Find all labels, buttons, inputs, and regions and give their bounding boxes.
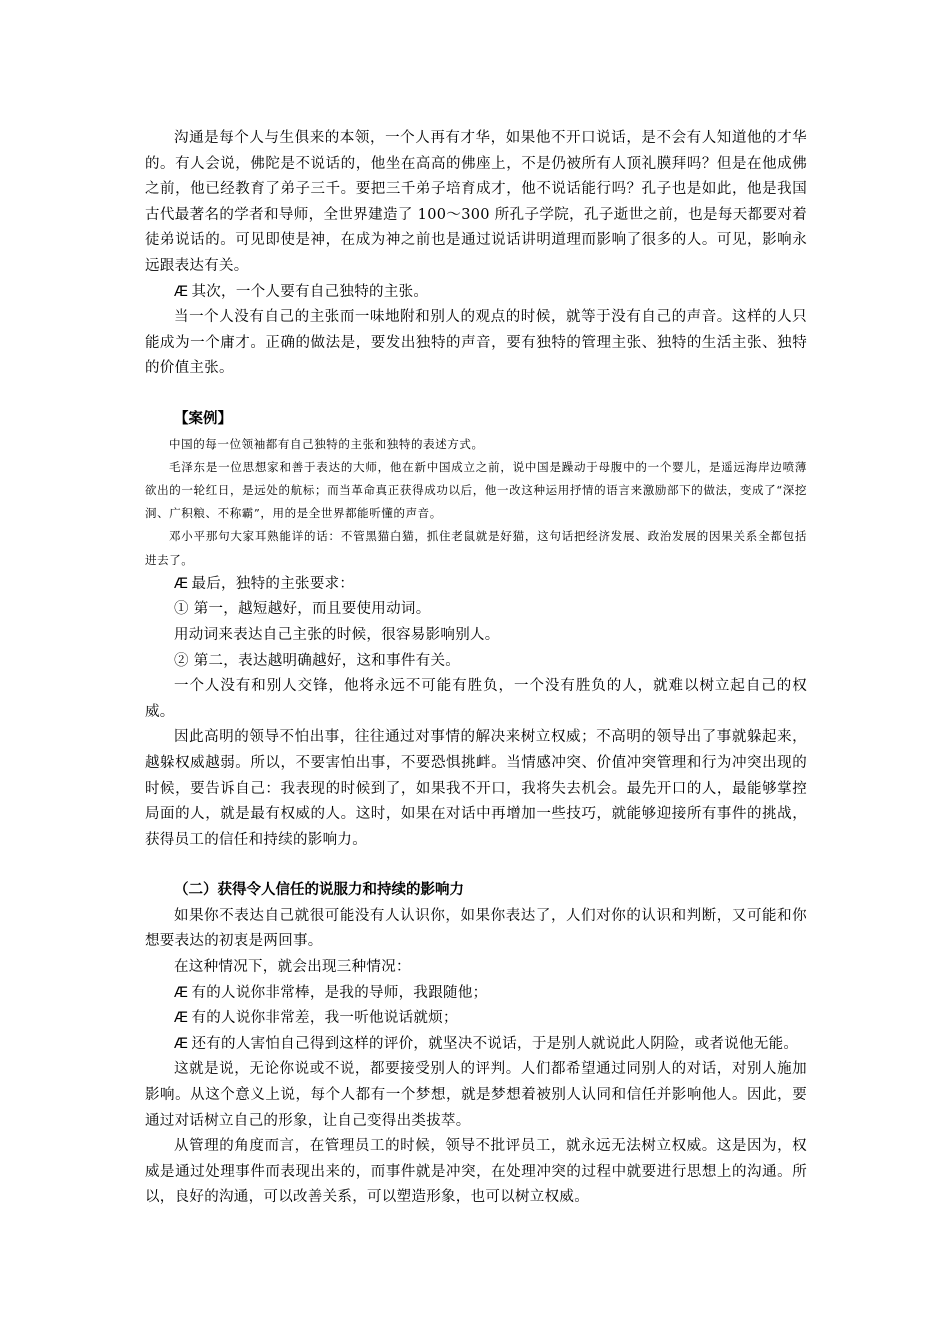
paragraph-second: 当一个人没有自己的主张而一味地附和别人的观点的时候，就等于没有自己的声音。这样的人只能成为一个庸才。正确的做法是，要发出独特的声音，要有独特的管理主张、独特的生活主张、独特的价值主张。 xyxy=(145,309,807,377)
case-title: 【案例】 xyxy=(174,410,232,427)
point-second: Æ 其次，一个人要有自己独特的主张。 xyxy=(174,283,429,300)
first-requirement-text: 用动词来表达自己主张的时候，很容易影响别人。 xyxy=(174,626,500,643)
case-item: Æ 有的人说你非常差，我一听他说话就烦； xyxy=(174,1010,458,1027)
case-line: 毛泽东是一位思想家和善于表达的大师，他在新中国成立之前，说中国是躁动于母腹中的一个婴儿，是遥远海岸边喷薄欲出的一轮红日，是远处的航标；而当革命真正获得成功以后，他一改这种运用抒情的语言来激励部下的做法，变成了“深挖洞、广积粮、不称霸”，用的是全世界都能听懂的声音。 xyxy=(145,459,807,521)
paragraph-c: 如果你不表达自己就很可能没有人认识你，如果你表达了，人们对你的认识和判断，又可能和你想要表达的初衷是两回事。 xyxy=(145,907,807,950)
case-line: 邓小平那句大家耳熟能详的话：不管黑猫白猫，抓住老鼠就是好猫，这句话把经济发展、政治发展的因果关系全都包括进去了。 xyxy=(145,529,807,567)
case-line: 中国的每一位领袖都有自己独特的主张和独特的表述方式。 xyxy=(169,436,484,451)
paragraph-d: 在这种情况下，就会出现三种情况： xyxy=(174,959,411,976)
bullet-icon: Æ xyxy=(174,1035,189,1052)
section-heading: （二）获得令人信任的说服力和持续的影响力 xyxy=(174,882,464,899)
second-requirement: ② 第二，表达越明确越好，这和事件有关。 xyxy=(174,652,461,669)
bullet-icon: Æ xyxy=(174,283,189,300)
paragraph-b: 因此高明的领导不怕出事，往往通过对事情的解决来树立权威；不高明的领导出了事就躲起来，越躲权威越弱。所以，不要害怕出事，不要恐惧挑衅。当情感冲突、价值冲突管理和行为冲突出现的时候，要告诉自己：我表现的时候到了，如果我不开口，我将失去机会。最先开口的人，最能够掌控局面的人，就是最有权威的人。这时，如果在对话中再增加一些技巧，就能够迎接所有事件的挑战，获得员工的信任和持续的影响力。 xyxy=(145,729,807,848)
paragraph-a: 一个人没有和别人交锋，他将永远不可能有胜负，一个没有胜负的人，就难以树立起自己的权威。 xyxy=(145,678,807,720)
bullet-icon: Æ xyxy=(174,984,189,1001)
paragraph-e: 这就是说，无论你说或不说，都要接受别人的评判。人们都希望通过同别人的对话，对别人施加影响。从这个意义上说，每个人都有一个梦想，就是梦想着被别人认同和信任并影响他人。因此，要通过对话树立自己的形象，让自己变得出类拔萃。 xyxy=(145,1061,807,1129)
first-requirement: ① 第一，越短越好，而且要使用动词。 xyxy=(174,601,431,618)
point-last: Æ 最后，独特的主张要求： xyxy=(174,575,355,592)
paragraph-f: 从管理的角度而言，在管理员工的时候，领导不批评员工，就永远无法树立权威。这是因为，权威是通过处理事件而表现出来的，而事件就是冲突，在处理冲突的过程中就要进行思想上的沟通。所以，良好的沟通，可以改善关系，可以塑造形象，也可以树立权威。 xyxy=(145,1138,807,1206)
bullet-icon: Æ xyxy=(174,575,189,592)
case-item: Æ 还有的人害怕自己得到这样的评价，就坚决不说话，于是别人就说此人阴险，或者说他无能。 xyxy=(174,1035,799,1052)
document-page xyxy=(145,126,807,1211)
case-item: Æ 有的人说你非常棒，是我的导师，我跟随他； xyxy=(174,984,488,1001)
paragraph-intro: 沟通是每个人与生俱来的本领，一个人再有才华，如果他不开口说话，是不会有人知道他的才华的。有人会说，佛陀是不说话的，他坐在高高的佛座上，不是仍被所有人顶礼膜拜吗？但是在他成佛之前，他已经教育了弟子三千。要把三千弟子培育成才，他不说话能行吗？孔子也是如此，他是我国古代最著名的学者和导师，全世界建造了 100～300 所孔子学院，孔子逝世之前，也是每天都要对着徒弟说话的。可见即使是神，在成为神之前也是通过说话讲明道理而影响了很多的人。可见，影响永远跟表达有关。 xyxy=(145,130,807,274)
bullet-icon: Æ xyxy=(174,1010,189,1027)
